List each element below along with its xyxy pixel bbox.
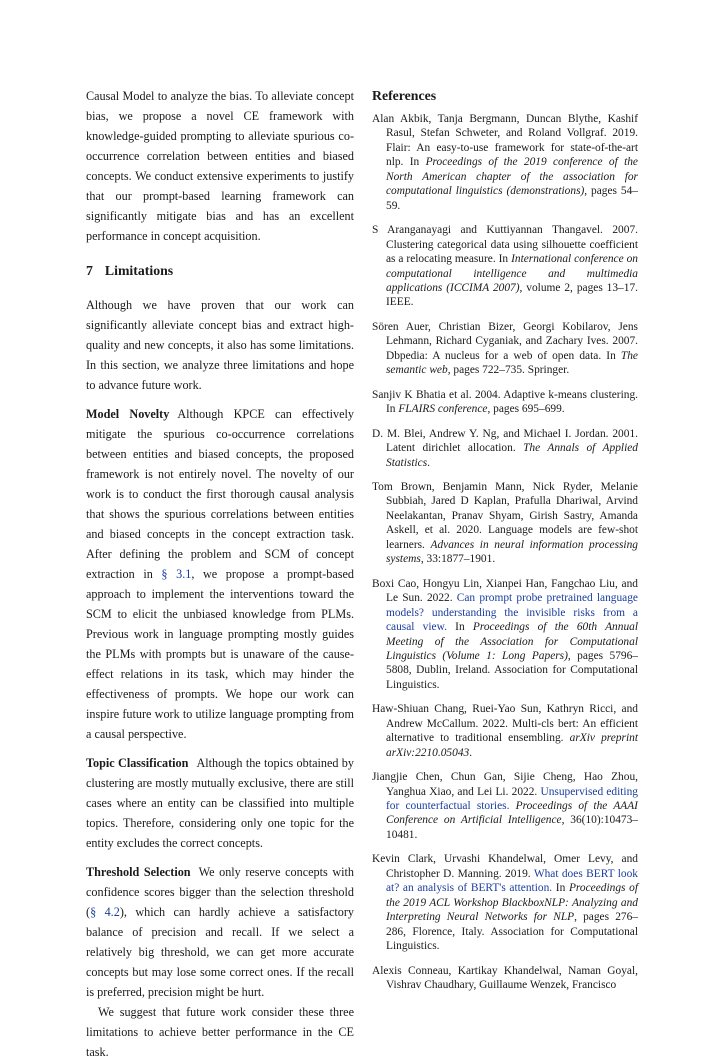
ref-text: Sören Auer, Christian Bizer, Georgi Kobilarov, Jens Lehmann, Richard Cyganiak, and Zachary Ives. 2007. Dbpedia: A nucleus for a web of open data. In	[372, 320, 638, 362]
model-novelty-paragraph	[86, 404, 354, 744]
ref-title-link[interactable]: What does BERT look at? an analysis of BERT's attention.	[386, 867, 638, 895]
ref-text: , pages 695–699.	[487, 403, 565, 416]
ref-text: , 33:1877–1901.	[420, 553, 496, 566]
ref-text: Jiangjie Chen, Chun Gan, Sijie Cheng, Hao Zhou, Yanghua Xiao, and Lei Li. 2022.	[372, 771, 638, 798]
ref-venue: Proceedings of the 2019 ACL Workshop BlackboxNLP: Analyzing and Interpreting Neural Networks for NLP	[386, 882, 638, 924]
ref-venue: Advances in neural information processing systems	[386, 538, 638, 566]
threshold-selection-paragraph	[86, 862, 354, 1002]
ref-title-link[interactable]: Unsupervised editing for counterfactual stories.	[386, 785, 638, 813]
reference-entry	[372, 577, 638, 693]
conclusion-paragraph: Causal Model to analyze the bias. To alleviate concept bias, we propose a novel CE framework with knowledge-guided prompting to alleviate spurious co-occurrence correlation between entities and biased concepts. We conduct extensive experiments to justify that our prompt-based learning framework can significantly mitigate bias and has an excellent performance in concept acquisition.	[86, 89, 354, 243]
threshold-selection-title: Threshold Selection	[86, 865, 191, 879]
ref-text: , 36(10):10473–10481.	[386, 814, 638, 841]
ref-text: S Aranganayagi and Kuttiyannan Thangavel. 2007. Clustering categorical data using silhouette coefficient as a relocating measure. In	[372, 224, 638, 266]
ref-text: D. M. Blei, Andrew Y. Ng, and Michael I. Jordan. 2001. Latent dirichlet allocation.	[372, 427, 638, 455]
reference-entry	[372, 320, 638, 378]
reference-entry	[372, 702, 638, 760]
ref-text: In	[446, 621, 473, 634]
ref-venue: The Annals of Applied Statistics	[386, 442, 638, 469]
reference-entry	[372, 770, 638, 842]
ref-text: , pages 54–59.	[386, 185, 638, 212]
ref-venue: International conference on computational intelligence and multimedia applications (ICCIMA 2007)	[386, 253, 638, 294]
section-number: 7	[86, 263, 93, 278]
threshold-text-b: ), which can hardly achieve a satisfactory balance of precision and recall. If we select a relatively big threshold, we can get more accurate concepts but may lose some correct ones. If the recall is preferred, precision might be hurt.	[86, 905, 354, 999]
model-novelty-title: Model Novelty	[86, 407, 170, 421]
model-novelty-text-a: Although KPCE can effectively mitigate the spurious co-occurrence correlations between entities and biased concepts, the proposed framework is not entirely novel. The novelty of our work is to conduct the first thorough causal analysis that shows the spurious correlations between entities and biased concepts in the concept extraction task. After defining the problem and SCM of concept extraction in	[86, 407, 354, 581]
ref-text: Tom Brown, Benjamin Mann, Nick Ryder, Melanie Subbiah, Jared D Kaplan, Prafulla Dhariwal, Arvind Neelakantan, Pranav Shyam, Girish Sastry, Amanda Askell, et al. 2020. Language models are few-shot learners.	[372, 480, 638, 551]
ref-title-link[interactable]: Can prompt probe pretrained language models? understanding the invisible risks from a causal view.	[386, 592, 638, 634]
reference-entry	[372, 223, 638, 310]
ref-text: Sanjiv K Bhatia et al. 2004. Adaptive k-means clustering. In	[372, 388, 638, 416]
section-ref-link-3-1[interactable]: § 3.1	[161, 567, 192, 581]
ref-text: .	[427, 456, 430, 469]
limitations-intro: Although we have proven that our work can significantly alleviate concept bias and extract high-quality and new concepts, it also has some limitations. In this section, we analyze three limitations and hope to advance future work.	[86, 298, 354, 392]
reference-entry	[372, 480, 638, 567]
topic-classification-paragraph	[86, 753, 354, 853]
left-column	[86, 86, 354, 1062]
ref-text: In	[552, 882, 569, 895]
ref-text: Alexis Conneau, Kartikay Khandelwal, Naman Goyal, Vishrav Chaudhary, Guillaume Wenzek, Francisco	[372, 964, 638, 992]
topic-classification-text: Although the topics obtained by clustering are mostly mutually exclusive, there are still cases where an entity can be classified into multiple topics. Therefore, considering only one topic for the entity excludes the correct concepts.	[86, 756, 354, 850]
model-novelty-text-b: , we propose a prompt-based approach to implement the interventions toward the SCM to elicit the unbiased knowledge from PLMs. Previous work in language prompting mostly guides the PLMs with prompts but is unaware of the cause-effect relations in its task, which may hinder the effectiveness of prompts. We hope our work can inspire future work to utilize language prompting from a causal perspective.	[86, 567, 354, 741]
reference-entry	[372, 388, 638, 417]
ref-text: , volume 2, pages 13–17. IEEE.	[386, 281, 638, 309]
ref-text: .	[469, 746, 473, 759]
ref-venue: Proceedings of the 2019 conference of the North American chapter of the association for computational linguistics (demonstrations)	[386, 156, 638, 198]
section-title: Limitations	[104, 263, 174, 278]
reference-entry	[372, 852, 638, 953]
section-ref-link-4-2[interactable]: § 4.2	[90, 905, 120, 919]
section-heading	[86, 261, 354, 281]
ref-text: Boxi Cao, Hongyu Lin, Xianpei Han, Fangchao Liu, and Le Sun. 2022.	[372, 577, 638, 605]
ref-venue: arXiv preprint arXiv:2210.05043	[386, 732, 638, 759]
reference-entry	[372, 964, 638, 993]
ref-venue: Proceedings of the 60th Annual Meeting of the Association for Computational Linguistics (Volume 1: Long Papers)	[386, 621, 638, 662]
ref-venue: The semantic web	[386, 349, 638, 377]
ref-text: , pages 5796–5808, Dublin, Ireland. Association for Computational Linguistics.	[386, 649, 638, 691]
reference-entry	[372, 427, 638, 470]
ref-text: Haw-Shiuan Chang, Ruei-Yao Sun, Kathryn Ricci, and Andrew McCallum. 2022. Multi-cls bert: An efficient alternative to traditional ensembling.	[372, 703, 638, 745]
ref-venue: FLAIRS conference	[398, 403, 488, 416]
topic-classification-title: Topic Classification	[86, 756, 189, 770]
ref-text: , pages 722–735. Springer.	[447, 364, 570, 377]
threshold-text-a: We only reserve concepts with confidence scores bigger than the selection threshold (	[86, 865, 354, 919]
ref-text: Alan Akbik, Tanja Bergmann, Duncan Blythe, Kashif Rasul, Stefan Schweter, and Roland Vollgraf. 2019. Flair: An easy-to-use framework for state-of-the-art nlp. In	[372, 113, 638, 169]
ref-text: Kevin Clark, Urvashi Khandelwal, Omer Levy, and Christopher D. Manning. 2019.	[372, 853, 638, 880]
closing-paragraph: We suggest that future work consider these three limitations to achieve better performance in the CE task.	[86, 1005, 354, 1059]
references-column	[372, 86, 638, 1002]
reference-entry	[372, 112, 638, 213]
ref-venue: Proceedings of the AAAI Conference on Artificial Intelligence	[386, 800, 638, 827]
ref-text: , pages 276–286, Florence, Italy. Association for Computational Linguistics.	[386, 911, 638, 953]
references-heading: References	[372, 88, 437, 103]
